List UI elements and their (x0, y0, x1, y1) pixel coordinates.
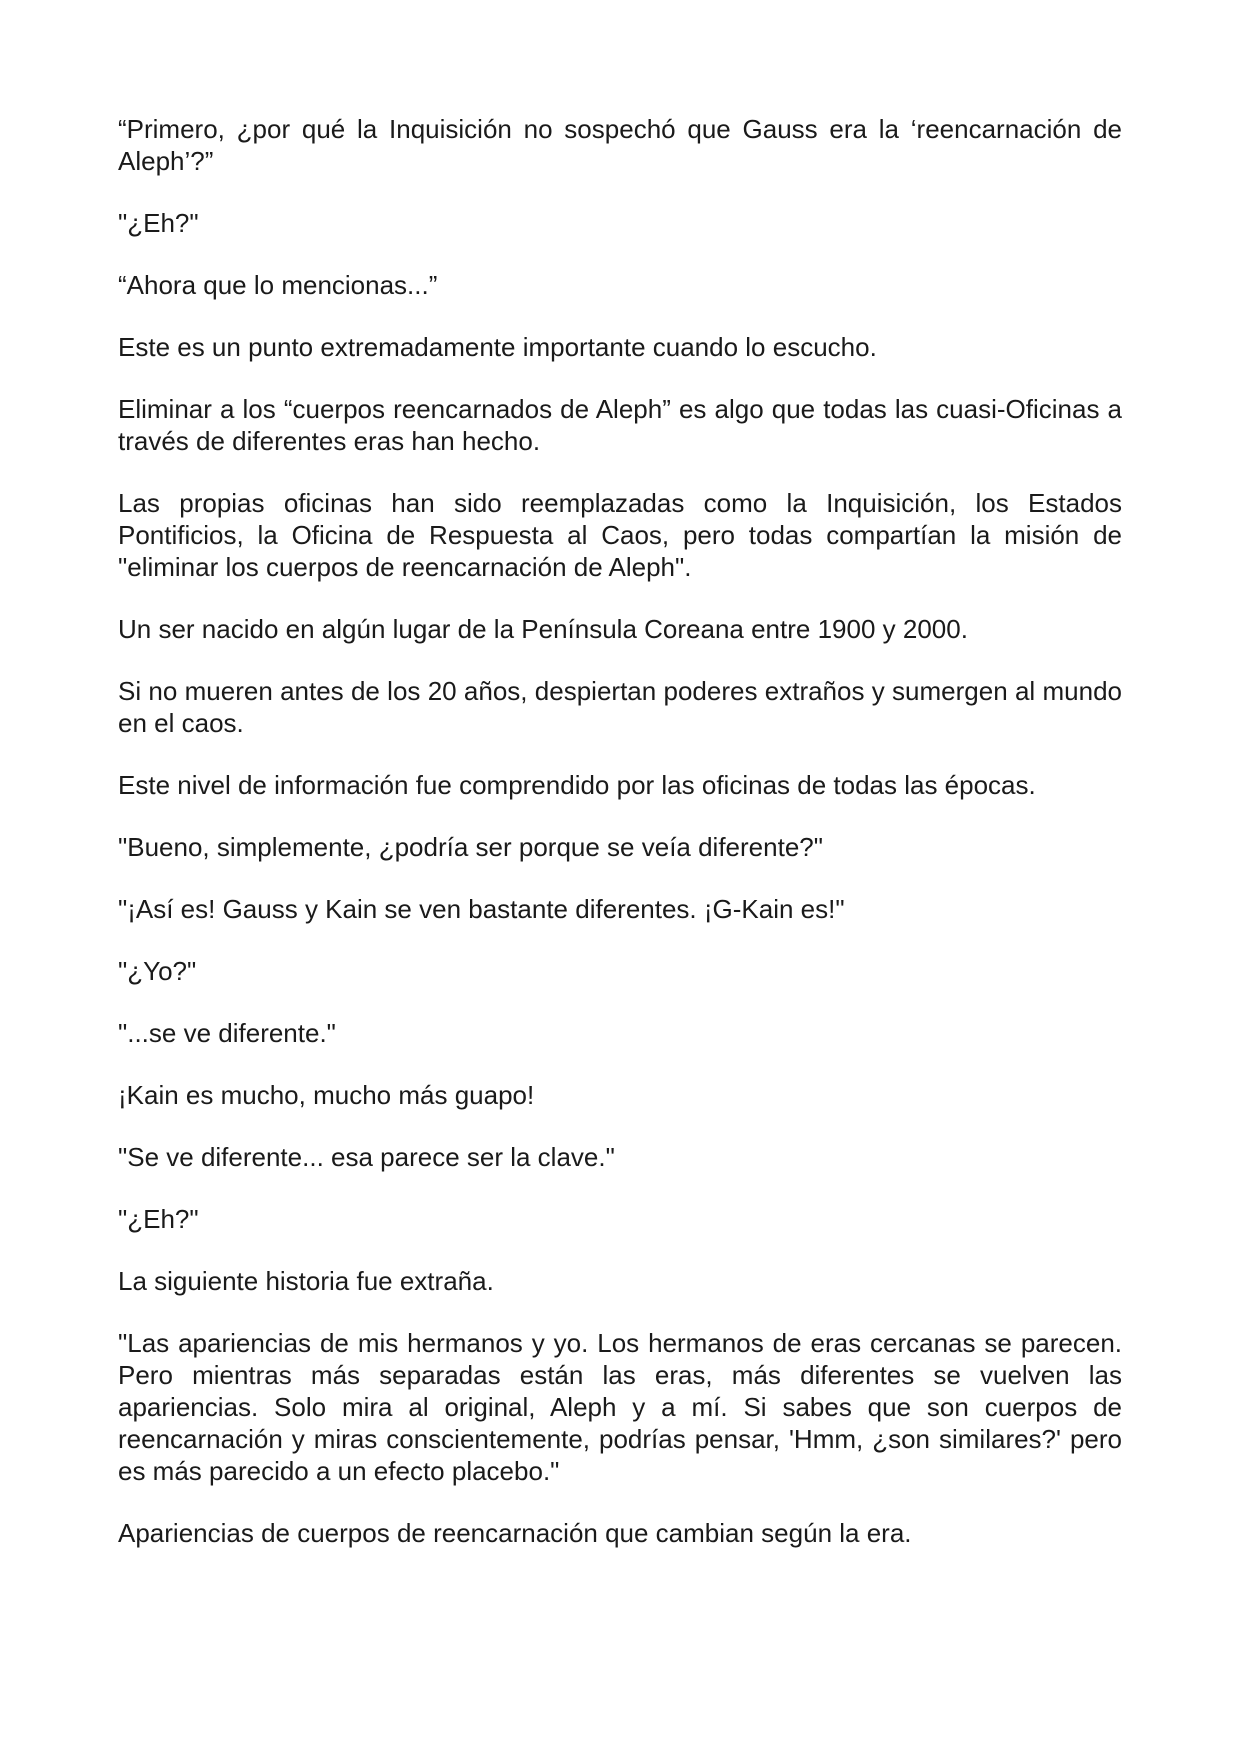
paragraph: Eliminar a los “cuerpos reencarnados de Aleph” es algo que todas las cuasi-Oficinas a través de diferentes eras han hecho. (118, 394, 1122, 456)
paragraph: “Primero, ¿por qué la Inquisición no sospechó que Gauss era la ‘reencarnación de Aleph’?” (118, 114, 1122, 176)
paragraph: Apariencias de cuerpos de reencarnación que cambian según la era. (118, 1518, 912, 1548)
paragraph: Si no mueren antes de los 20 años, despiertan poderes extraños y sumergen al mundo en el caos. (118, 676, 1122, 738)
paragraph: "¡Así es! Gauss y Kain se ven bastante diferentes. ¡G-Kain es!" (118, 894, 845, 924)
paragraph: "¿Eh?" (118, 208, 199, 238)
paragraph: "...se ve diferente." (118, 1018, 336, 1048)
paragraph: "Bueno, simplemente, ¿podría ser porque se veía diferente?" (118, 832, 823, 862)
paragraph: Un ser nacido en algún lugar de la Península Coreana entre 1900 y 2000. (118, 614, 968, 644)
paragraph: "¿Eh?" (118, 1204, 199, 1234)
paragraph: "Las apariencias de mis hermanos y yo. Los hermanos de eras cercanas se parecen. Pero mientras más separadas están las eras, más diferentes se vuelven las apariencias. Solo mira al original, Aleph y a mí. Si sabes que son cuerpos de reencarnación y miras conscientemente, podrías pensar, 'Hmm, ¿son similares?' pero es más parecido a un efecto placebo." (118, 1328, 1122, 1486)
paragraph: “Ahora que lo mencionas...” (118, 270, 438, 300)
paragraph: Las propias oficinas han sido reemplazadas como la Inquisición, los Estados Pontificios, la Oficina de Respuesta al Caos, pero todas compartían la misión de "eliminar los cuerpos de reencarnación de Aleph". (118, 488, 1122, 582)
paragraph: "¿Yo?" (118, 956, 197, 986)
document-page (118, 113, 1122, 1579)
paragraph: "Se ve diferente... esa parece ser la clave." (118, 1142, 615, 1172)
paragraph: Este es un punto extremadamente importante cuando lo escucho. (118, 332, 877, 362)
paragraph: La siguiente historia fue extraña. (118, 1266, 494, 1296)
paragraph: Este nivel de información fue comprendido por las oficinas de todas las épocas. (118, 770, 1036, 800)
paragraph: ¡Kain es mucho, mucho más guapo! (118, 1080, 535, 1110)
